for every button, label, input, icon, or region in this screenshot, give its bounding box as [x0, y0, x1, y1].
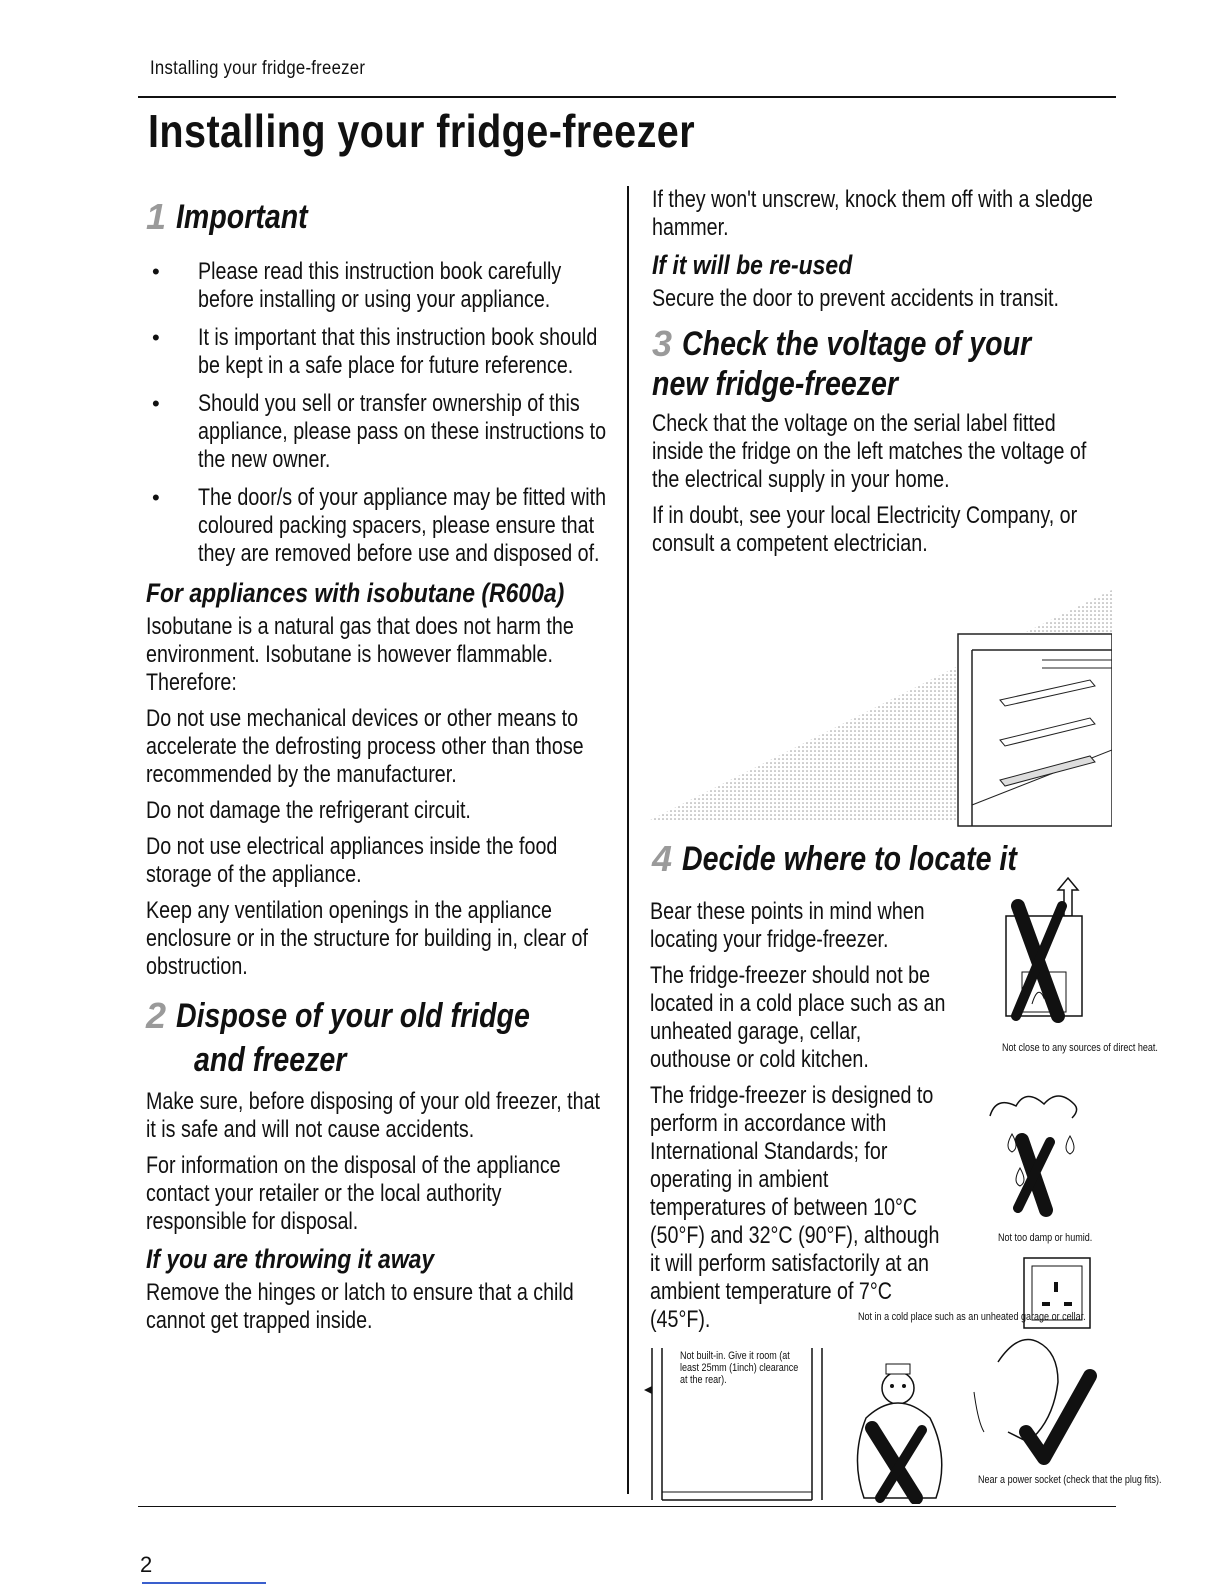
voltage-para: Check that the voltage on the serial label fitted inside the fridge on the left matches the voltage of the electrical supply in your home. [652, 410, 1087, 493]
isobutane-para: Do not use mechanical devices or other means to accelerate the defrosting process other than those recommended by the manufacturer. [146, 705, 584, 788]
column-divider [627, 186, 629, 1494]
section-number-icon: 4 [652, 838, 673, 879]
damp-illustration [984, 1090, 1084, 1226]
damp-caption: Not too damp or humid. [998, 1232, 1093, 1244]
section-number-icon: 1 [146, 196, 167, 237]
section-number-icon: 2 [146, 995, 167, 1036]
header-rule [138, 96, 1116, 98]
fridge-interior-illustration [650, 590, 1112, 830]
isobutane-para: Do not damage the refrigerant circuit. [146, 797, 471, 824]
section-number-icon: 3 [652, 323, 673, 364]
page-title: Installing your fridge-freezer [148, 105, 696, 157]
locate-text [650, 898, 946, 1342]
page-number: 2 [140, 1552, 153, 1577]
reused-para: Secure the door to prevent accidents in transit. [652, 285, 1059, 312]
dispose-para: Make sure, before disposing of your old freezer, that it is safe and will not cause accidents. [146, 1088, 600, 1143]
dispose-heading: Dispose of your old fridge [176, 996, 530, 1035]
list-item: • Please read this instruction book carefully before installing or using your appliance. [152, 258, 562, 313]
important-heading: Important [176, 197, 308, 236]
cold-caption: Not in a cold place such as an unheated garage or cellar. [858, 1311, 1086, 1323]
right-column [652, 186, 1102, 566]
isobutane-heading: For appliances with isobutane (R600a) [146, 578, 565, 608]
left-column [146, 196, 606, 1343]
isobutane-para: Isobutane is a natural gas that does not harm the environment. Isobutane is however flammable. Therefore: [146, 613, 574, 696]
throwing-away-heading: If you are throwing it away [146, 1244, 435, 1274]
voltage-para: If in doubt, see your local Electricity Company, or consult a competent electrician. [652, 502, 1078, 557]
socket-caption-1: Near a power socket (check that the plug fits). [978, 1474, 1162, 1486]
voltage-heading: Check the voltage of your [682, 324, 1032, 363]
throwing-away-continued: If they won't unscrew, knock them off with a sledge hammer. [652, 186, 1093, 241]
heat-caption: Not close to any sources of direct heat. [1002, 1042, 1158, 1054]
isobutane-para: Keep any ventilation openings in the appliance enclosure or in the structure for building in, clear of obstruction. [146, 897, 588, 980]
voltage-heading-line2: new fridge-freezer [652, 365, 899, 403]
throwing-away-para: Remove the hinges or latch to ensure that a child cannot get trapped inside. [146, 1279, 574, 1334]
list-item: • It is important that this instruction book should be kept in a safe place for future reference. [152, 324, 598, 379]
running-header: Installing your fridge-freezer [150, 58, 366, 79]
list-item: • Should you sell or transfer ownership of this appliance, please pass on these instructions to the new owner. [152, 390, 607, 473]
footer-rule [138, 1506, 1116, 1507]
power-socket-illustration [968, 1252, 1098, 1474]
important-list [146, 258, 606, 568]
dispose-heading-line2: and freezer [194, 1041, 347, 1079]
locate-para: The fridge-freezer is designed to perform in accordance with International Standards; for operating in ambient temperatures of between 10°C (50°F) and 32°C (90°F), although it will perform satisfactorily at an ambient temperature of 7°C (45°F). [650, 1082, 940, 1333]
dispose-para: For information on the disposal of the appliance contact your retailer or the local authority responsible for disposal. [146, 1152, 561, 1235]
isobutane-para: Do not use electrical appliances inside the food storage of the appliance. [146, 833, 558, 888]
clearance-caption: Not built-in. Give it room (at least 25mm (1inch) clearance at the rear). [680, 1350, 799, 1386]
cold-place-illustration [846, 1358, 946, 1504]
list-item: • The door/s of your appliance may be fitted with coloured packing spacers, please ensure that they are removed before use and disposed of. [152, 484, 607, 567]
heat-source-illustration [998, 876, 1094, 1038]
locate-heading: Decide where to locate it [682, 839, 1017, 878]
locate-para: Bear these points in mind when locating your fridge-freezer. [650, 898, 925, 953]
reused-heading: If it will be re-used [652, 250, 853, 280]
locate-para: The fridge-freezer should not be located in a cold place such as an unheated garage, cellar, outhouse or cold kitchen. [650, 962, 946, 1073]
